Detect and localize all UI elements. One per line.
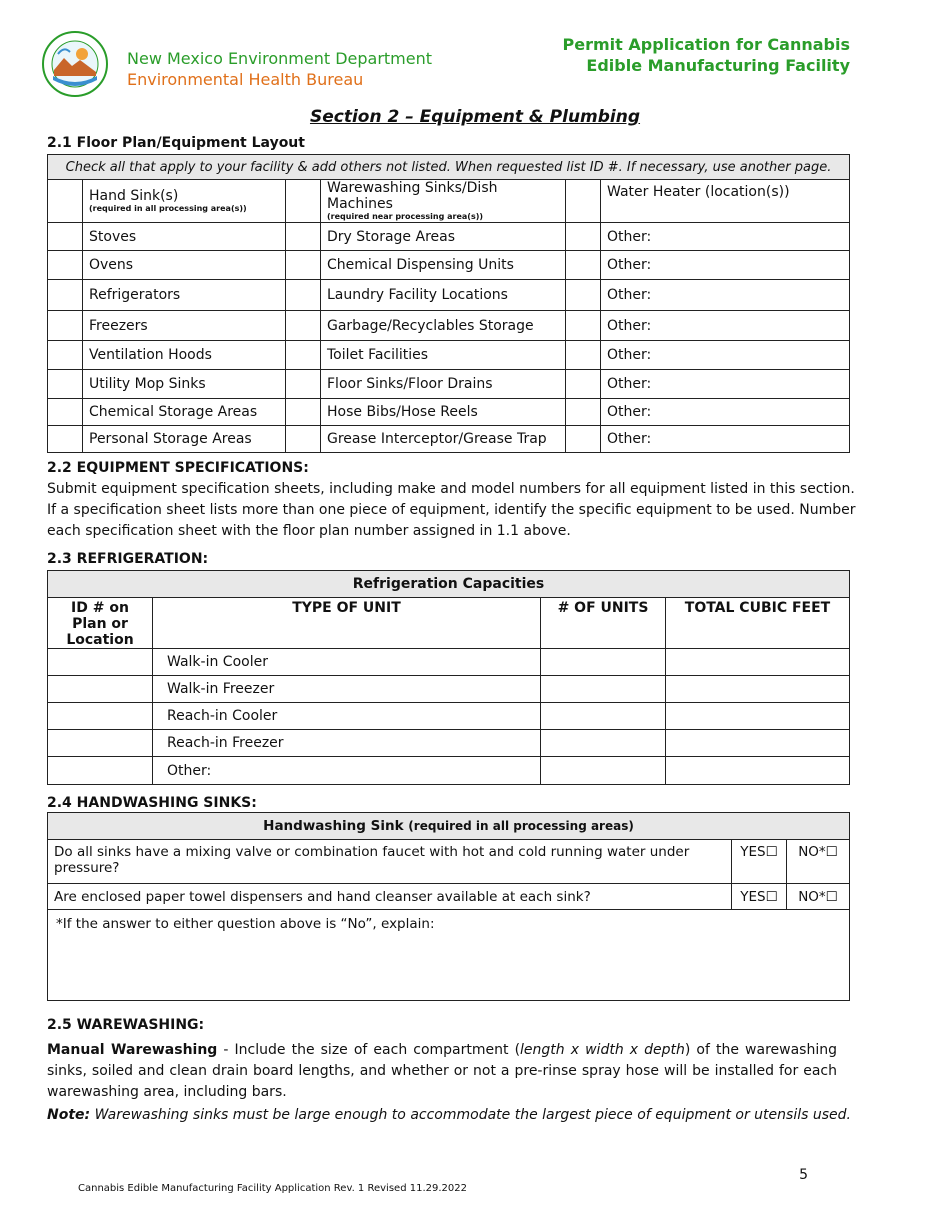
cubic-field[interactable] <box>666 649 850 676</box>
table-row <box>48 251 850 280</box>
checkbox-cell[interactable] <box>286 180 321 223</box>
cubic-field[interactable] <box>666 730 850 757</box>
handwashing-title: Handwashing Sink (required in all processing areas) <box>48 813 850 840</box>
refrigeration-caption: Refrigeration Capacities <box>48 571 850 598</box>
table-row <box>48 280 850 311</box>
floor-plan-table <box>47 154 850 453</box>
unit-type: Walk-in Cooler <box>153 649 541 676</box>
heading-2-3: 2.3 REFRIGERATION: <box>47 551 209 567</box>
department-name <box>127 48 432 90</box>
checkbox-cell[interactable] <box>566 311 601 341</box>
checkbox-cell[interactable] <box>286 341 321 370</box>
equipment-label: Warewashing Sinks/Dish Machines (required near processing area(s)) <box>321 180 566 223</box>
equipment-label: Laundry Facility Locations <box>321 280 566 311</box>
checkbox-cell[interactable] <box>286 370 321 399</box>
checkbox-cell[interactable] <box>566 223 601 251</box>
table-row <box>48 341 850 370</box>
handwashing-table <box>47 812 850 1001</box>
checkbox-cell[interactable] <box>48 370 83 399</box>
other-field[interactable]: Other: <box>601 426 850 453</box>
permit-title <box>563 34 850 76</box>
checkbox-cell[interactable] <box>48 311 83 341</box>
table-row <box>48 399 850 426</box>
table-row <box>48 757 850 785</box>
footer-text: Cannabis Edible Manufacturing Facility Application Rev. 1 Revised 11.29.2022 <box>78 1183 467 1194</box>
equipment-label: Garbage/Recyclables Storage <box>321 311 566 341</box>
table-row <box>48 703 850 730</box>
explain-field[interactable]: *If the answer to either question above is “No”, explain: <box>48 910 850 1001</box>
equipment-label: Toilet Facilities <box>321 341 566 370</box>
equipment-label: Dry Storage Areas <box>321 223 566 251</box>
checkbox-cell[interactable] <box>48 223 83 251</box>
checkbox-cell[interactable] <box>48 341 83 370</box>
nmed-logo <box>40 30 110 98</box>
other-field[interactable]: Other: <box>601 280 850 311</box>
checkbox-cell[interactable] <box>286 223 321 251</box>
checkbox-cell[interactable] <box>566 280 601 311</box>
table-row <box>48 426 850 453</box>
equipment-label: Floor Sinks/Floor Drains <box>321 370 566 399</box>
unit-type: Reach-in Cooler <box>153 703 541 730</box>
floor-plan-note: Check all that apply to your facility & add others not listed. When requested list ID #. If necessary, use another page. <box>48 155 850 180</box>
cubic-field[interactable] <box>666 703 850 730</box>
checkbox-cell[interactable] <box>286 399 321 426</box>
equipment-label: Hand Sink(s) (required in all processing area(s)) <box>83 180 286 223</box>
equipment-label: Grease Interceptor/Grease Trap <box>321 426 566 453</box>
section-title: Section 2 – Equipment & Plumbing <box>309 107 641 127</box>
table-row <box>48 730 850 757</box>
col-id: ID # on Plan or Location <box>48 598 153 649</box>
equipment-label: Utility Mop Sinks <box>83 370 286 399</box>
checkbox-cell[interactable] <box>566 399 601 426</box>
checkbox-cell[interactable] <box>48 280 83 311</box>
table-row <box>48 223 850 251</box>
units-field[interactable] <box>541 730 666 757</box>
yes-checkbox[interactable]: YES☐ <box>732 840 787 884</box>
other-field[interactable]: Other: <box>601 341 850 370</box>
heading-2-1: 2.1 Floor Plan/Equipment Layout <box>47 135 305 151</box>
checkbox-cell[interactable] <box>286 311 321 341</box>
yes-checkbox[interactable]: YES☐ <box>732 884 787 910</box>
id-field[interactable] <box>48 730 153 757</box>
cubic-field[interactable] <box>666 676 850 703</box>
table-row <box>48 676 850 703</box>
heading-2-4: 2.4 HANDWASHING SINKS: <box>47 795 257 811</box>
no-checkbox[interactable]: NO*☐ <box>787 884 850 910</box>
checkbox-cell[interactable] <box>286 251 321 280</box>
permit-title-line-2: Edible Manufacturing Facility <box>586 56 850 75</box>
checkbox-cell[interactable] <box>566 251 601 280</box>
checkbox-cell[interactable] <box>566 341 601 370</box>
cubic-field[interactable] <box>666 757 850 785</box>
permit-title-line-1: Permit Application for Cannabis <box>562 35 850 54</box>
warewashing-text: Manual Warewashing - Include the size of each compartment (length x width x depth) of the warewashing sinks, soiled and clean drain board lengths, and whether or not a pre-rinse spray hose will be installed for each warewashing area, including bars. <box>47 1042 837 1100</box>
other-field[interactable]: Other: <box>601 223 850 251</box>
table-row <box>48 311 850 341</box>
table-row <box>48 180 850 223</box>
col-units: # OF UNITS <box>541 598 666 649</box>
unit-type: Other: <box>153 757 541 785</box>
warewashing-note: Note: Warewashing sinks must be large enough to accommodate the largest piece of equipment or utensils used. <box>47 1107 851 1123</box>
heading-2-2: 2.2 EQUIPMENT SPECIFICATIONS: <box>47 460 309 476</box>
checkbox-cell[interactable] <box>48 426 83 453</box>
col-cubic: TOTAL CUBIC FEET <box>666 598 850 649</box>
question-paper-towel: Are enclosed paper towel dispensers and hand cleanser available at each sink? <box>48 884 732 910</box>
equipment-label: Freezers <box>83 311 286 341</box>
manual-warewashing-label: Manual Warewashing <box>47 1042 218 1058</box>
page-number: 5 <box>799 1167 808 1183</box>
equipment-label: Stoves <box>83 223 286 251</box>
units-field[interactable] <box>541 703 666 730</box>
col-type: TYPE OF UNIT <box>153 598 541 649</box>
dept-line-1: New Mexico Environment Department <box>127 49 433 68</box>
equipment-spec-text: Submit equipment specification sheets, including make and model numbers for all equipment listed in this section. If a specification sheet lists more than one piece of equipment, identify the specific equipment to be used. Number each specification sheet with the floor plan number assigned in 1.1 above. <box>47 481 856 539</box>
checkbox-cell[interactable] <box>566 370 601 399</box>
no-checkbox[interactable]: NO*☐ <box>787 840 850 884</box>
equipment-label: Personal Storage Areas <box>83 426 286 453</box>
table-row <box>48 649 850 676</box>
id-field[interactable] <box>48 676 153 703</box>
equipment-label: Refrigerators <box>83 280 286 311</box>
other-field[interactable]: Other: <box>601 370 850 399</box>
checkbox-cell[interactable] <box>48 251 83 280</box>
checkbox-cell[interactable] <box>286 426 321 453</box>
id-field[interactable] <box>48 703 153 730</box>
id-field[interactable] <box>48 649 153 676</box>
unit-type: Walk-in Freezer <box>153 676 541 703</box>
checkbox-cell[interactable] <box>48 399 83 426</box>
equipment-label: Ventilation Hoods <box>83 341 286 370</box>
equipment-label: Water Heater (location(s)) <box>601 180 850 223</box>
equipment-label: Hose Bibs/Hose Reels <box>321 399 566 426</box>
other-field[interactable]: Other: <box>601 251 850 280</box>
id-field[interactable] <box>48 757 153 785</box>
other-field[interactable]: Other: <box>601 399 850 426</box>
units-field[interactable] <box>541 649 666 676</box>
checkbox-cell[interactable] <box>48 180 83 223</box>
refrigeration-table <box>47 570 850 785</box>
equipment-label: Chemical Dispensing Units <box>321 251 566 280</box>
equipment-label: Ovens <box>83 251 286 280</box>
checkbox-cell[interactable] <box>566 426 601 453</box>
checkbox-cell[interactable] <box>286 280 321 311</box>
dept-line-2: Environmental Health Bureau <box>127 70 364 89</box>
checkbox-cell[interactable] <box>566 180 601 223</box>
equipment-label: Chemical Storage Areas <box>83 399 286 426</box>
units-field[interactable] <box>541 757 666 785</box>
units-field[interactable] <box>541 676 666 703</box>
unit-type: Reach-in Freezer <box>153 730 541 757</box>
heading-2-5: 2.5 WAREWASHING: <box>47 1017 205 1033</box>
other-field[interactable]: Other: <box>601 311 850 341</box>
table-row <box>48 370 850 399</box>
question-mixing-valve: Do all sinks have a mixing valve or combination faucet with hot and cold running water under pressure? <box>48 840 732 884</box>
